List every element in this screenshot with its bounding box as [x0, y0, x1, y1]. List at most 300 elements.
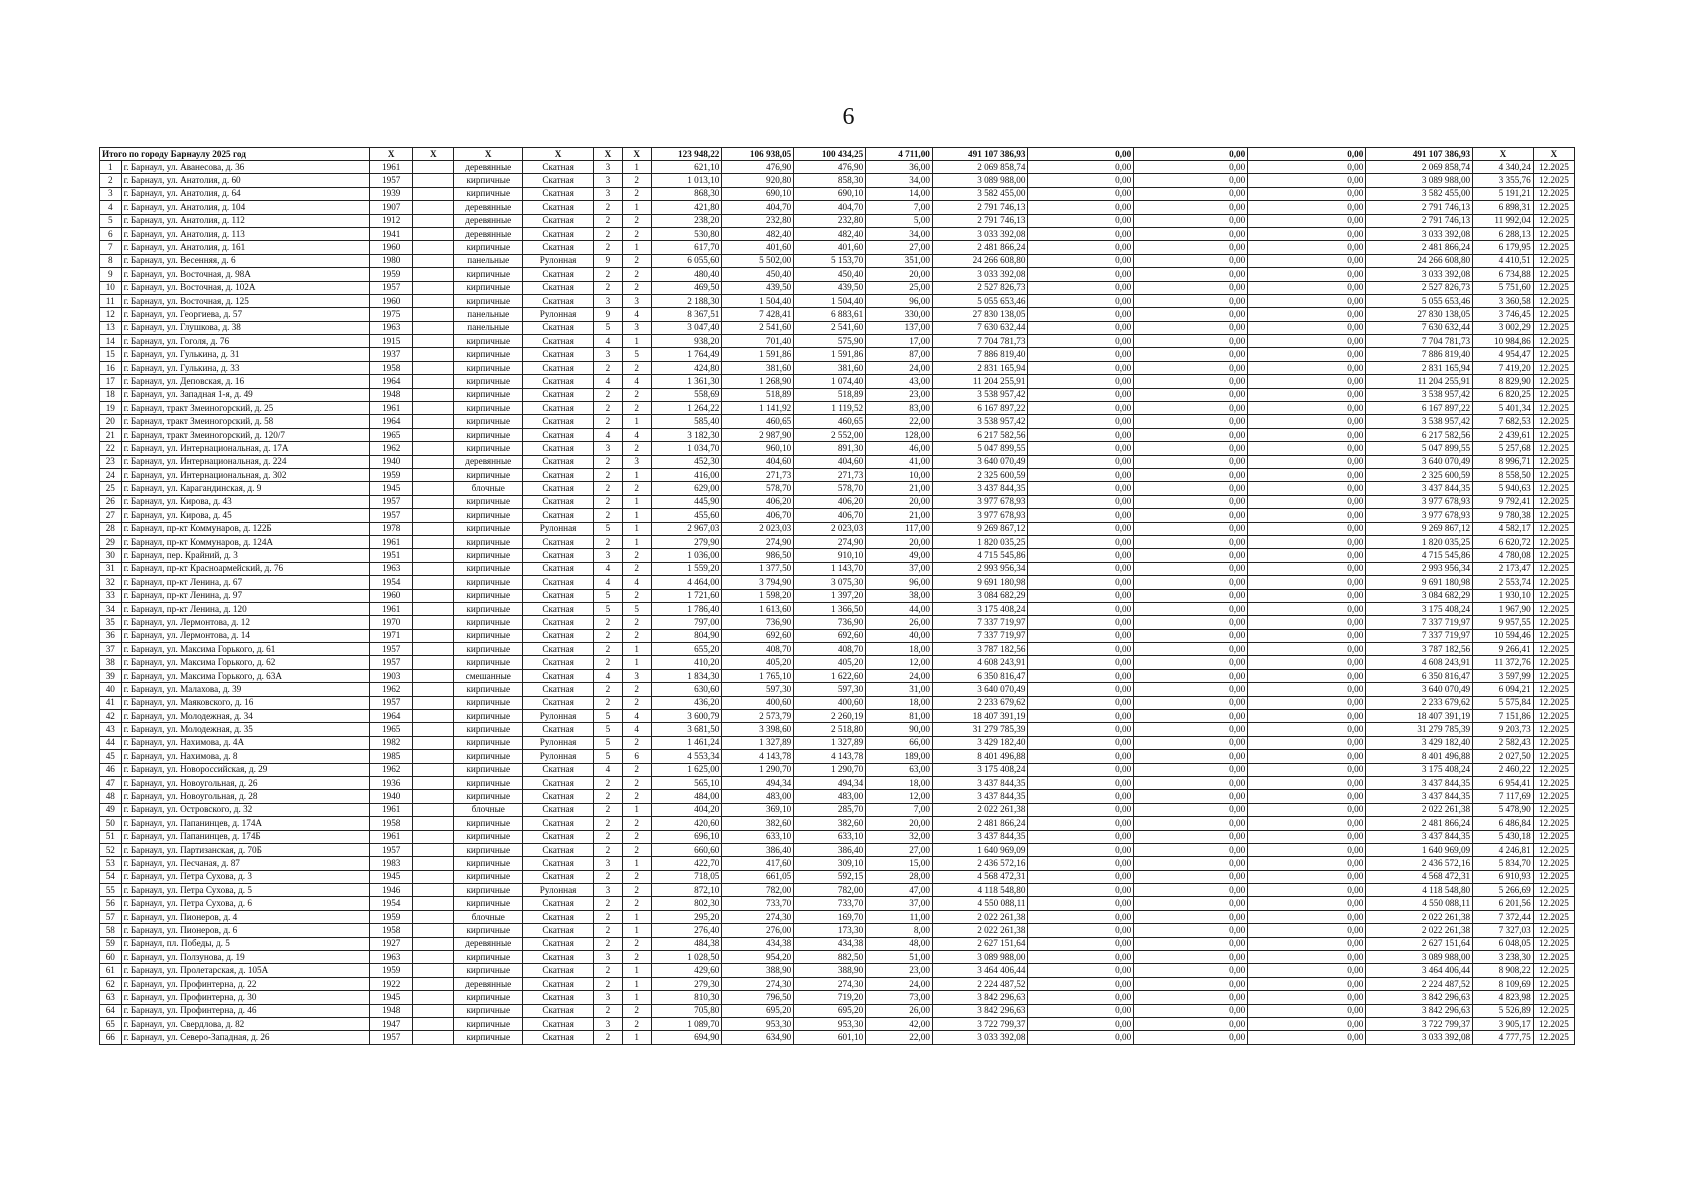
total-cost-cell: 3 787 182,56 [932, 643, 1028, 656]
living-area-cell: 2 023,03 [722, 522, 794, 535]
row-number-cell: 61 [100, 964, 122, 977]
residential-area-cell: 405,20 [794, 656, 866, 669]
unit-cost-cell: 9 780,38 [1473, 509, 1534, 522]
total-cell: 106 938,05 [722, 148, 794, 161]
year-built-cell: 1957 [370, 495, 413, 508]
floors-cell: 3 [594, 1018, 623, 1031]
floors-cell: 2 [594, 843, 623, 856]
floors-cell: 3 [594, 857, 623, 870]
total-cost-cell: 2 993 956,34 [932, 562, 1028, 575]
residents-cell: 44,00 [866, 602, 933, 615]
address-cell: г. Барнаул, ул. Папанинцев, д. 174А [121, 817, 370, 830]
entrances-cell: 4 [622, 375, 651, 388]
roof-type-cell: Скатная [523, 977, 594, 990]
owners-cost-cell: 4 568 472,31 [1366, 870, 1473, 883]
residential-area-cell: 274,90 [794, 535, 866, 548]
address-cell: г. Барнаул, ул. Партизанская, д. 70Б [121, 843, 370, 856]
total-area-cell: 1 264,22 [651, 402, 722, 415]
cost-fund-3-cell: 0,00 [1134, 803, 1248, 816]
address-cell: г. Барнаул, ул. Глушкова, д. 38 [121, 321, 370, 334]
residential-area-cell: 1 622,60 [794, 669, 866, 682]
unit-cost-cell: 7 327,03 [1473, 924, 1534, 937]
residential-area-cell: 1 290,70 [794, 763, 866, 776]
completion-date-cell: 12.2025 [1533, 442, 1574, 455]
blank-cell [413, 294, 454, 307]
row-number-cell: 1 [100, 161, 122, 174]
residents-cell: 87,00 [866, 348, 933, 361]
completion-date-cell: 12.2025 [1533, 803, 1574, 816]
total-cost-cell: 9 691 180,98 [932, 576, 1028, 589]
total-cost-cell: 1 820 035,25 [932, 535, 1028, 548]
total-cost-cell: 2 325 600,59 [932, 468, 1028, 481]
total-area-cell: 1 625,00 [651, 763, 722, 776]
total-area-cell: 621,10 [651, 161, 722, 174]
floors-cell: 3 [594, 549, 623, 562]
residents-cell: 22,00 [866, 1031, 933, 1044]
cost-fund-3-cell: 0,00 [1134, 710, 1248, 723]
row-number-cell: 53 [100, 857, 122, 870]
table-row [100, 1018, 1575, 1031]
completion-date-cell: 12.2025 [1533, 375, 1574, 388]
cost-fund-2-cell: 0,00 [1028, 161, 1134, 174]
address-cell: г. Барнаул, ул. Анатолия, д. 113 [121, 227, 370, 240]
completion-date-cell: 12.2025 [1533, 254, 1574, 267]
address-cell: г. Барнаул, пр-кт Коммунаров, д. 124А [121, 535, 370, 548]
blank-cell [413, 750, 454, 763]
table-row [100, 227, 1575, 240]
total-cost-cell: 4 715 545,86 [932, 549, 1028, 562]
floors-cell: 2 [594, 803, 623, 816]
table-row [100, 629, 1575, 642]
cost-fund-3-cell: 0,00 [1134, 562, 1248, 575]
roof-type-cell: Скатная [523, 696, 594, 709]
table-row [100, 964, 1575, 977]
table-row [100, 495, 1575, 508]
row-number-cell: 60 [100, 951, 122, 964]
cost-fund-4-cell: 0,00 [1248, 281, 1366, 294]
table-row [100, 281, 1575, 294]
residents-cell: 351,00 [866, 254, 933, 267]
table-row [100, 321, 1575, 334]
roof-type-cell: Скатная [523, 964, 594, 977]
blank-cell [413, 629, 454, 642]
entrances-cell: 2 [622, 830, 651, 843]
row-number-cell: 33 [100, 589, 122, 602]
total-cost-cell: 2 233 679,62 [932, 696, 1028, 709]
year-built-cell: 1963 [370, 562, 413, 575]
year-built-cell: 1957 [370, 1031, 413, 1044]
unit-cost-cell: 8 829,90 [1473, 375, 1534, 388]
floors-cell: 2 [594, 830, 623, 843]
table-row [100, 562, 1575, 575]
row-number-cell: 26 [100, 495, 122, 508]
unit-cost-cell: 5 478,90 [1473, 803, 1534, 816]
year-built-cell: 1940 [370, 455, 413, 468]
cost-fund-3-cell: 0,00 [1134, 361, 1248, 374]
row-number-cell: 31 [100, 562, 122, 575]
entrances-cell: 3 [622, 294, 651, 307]
residential-area-cell: 882,50 [794, 951, 866, 964]
cost-fund-4-cell: 0,00 [1248, 884, 1366, 897]
total-cell: X [454, 148, 523, 161]
residential-area-cell: 401,60 [794, 241, 866, 254]
row-number-cell: 46 [100, 763, 122, 776]
unit-cost-cell: 4 340,24 [1473, 161, 1534, 174]
roof-type-cell: Скатная [523, 1004, 594, 1017]
owners-cost-cell: 2 436 572,16 [1366, 857, 1473, 870]
year-built-cell: 1962 [370, 442, 413, 455]
total-cost-cell: 5 047 899,55 [932, 442, 1028, 455]
roof-type-cell: Скатная [523, 629, 594, 642]
wall-material-cell: деревянные [454, 937, 523, 950]
cost-fund-3-cell: 0,00 [1134, 937, 1248, 950]
wall-material-cell: кирпичные [454, 790, 523, 803]
row-number-cell: 10 [100, 281, 122, 294]
total-area-cell: 1 013,10 [651, 174, 722, 187]
cost-fund-4-cell: 0,00 [1248, 843, 1366, 856]
blank-cell [413, 803, 454, 816]
wall-material-cell: кирпичные [454, 442, 523, 455]
residential-area-cell: 173,30 [794, 924, 866, 937]
cost-fund-3-cell: 0,00 [1134, 656, 1248, 669]
cost-fund-3-cell: 0,00 [1134, 495, 1248, 508]
blank-cell [413, 442, 454, 455]
entrances-cell: 2 [622, 361, 651, 374]
table-row [100, 1004, 1575, 1017]
living-area-cell: 381,60 [722, 361, 794, 374]
blank-cell [413, 602, 454, 615]
cost-fund-3-cell: 0,00 [1134, 1031, 1248, 1044]
cost-fund-3-cell: 0,00 [1134, 576, 1248, 589]
cost-fund-2-cell: 0,00 [1028, 790, 1134, 803]
cost-fund-4-cell: 0,00 [1248, 468, 1366, 481]
cost-fund-3-cell: 0,00 [1134, 161, 1248, 174]
total-cost-cell: 7 704 781,73 [932, 335, 1028, 348]
residents-cell: 330,00 [866, 308, 933, 321]
residents-cell: 37,00 [866, 897, 933, 910]
total-area-cell: 696,10 [651, 830, 722, 843]
living-area-cell: 695,20 [722, 1004, 794, 1017]
total-area-cell: 4 553,34 [651, 750, 722, 763]
total-area-cell: 445,90 [651, 495, 722, 508]
wall-material-cell: кирпичные [454, 843, 523, 856]
residential-area-cell: 953,30 [794, 1018, 866, 1031]
entrances-cell: 1 [622, 910, 651, 923]
residents-cell: 63,00 [866, 763, 933, 776]
entrances-cell: 2 [622, 696, 651, 709]
completion-date-cell: 12.2025 [1533, 910, 1574, 923]
cost-fund-4-cell: 0,00 [1248, 656, 1366, 669]
total-cost-cell: 7 886 819,40 [932, 348, 1028, 361]
total-cost-cell: 18 407 391,19 [932, 710, 1028, 723]
row-number-cell: 56 [100, 897, 122, 910]
residents-cell: 23,00 [866, 388, 933, 401]
row-number-cell: 54 [100, 870, 122, 883]
residents-cell: 48,00 [866, 937, 933, 950]
owners-cost-cell: 5 047 899,55 [1366, 442, 1473, 455]
residential-area-cell: 494,34 [794, 776, 866, 789]
row-number-cell: 3 [100, 187, 122, 200]
completion-date-cell: 12.2025 [1533, 870, 1574, 883]
living-area-cell: 476,90 [722, 161, 794, 174]
cost-fund-4-cell: 0,00 [1248, 321, 1366, 334]
wall-material-cell: смешанные [454, 669, 523, 682]
blank-cell [413, 348, 454, 361]
cost-fund-3-cell: 0,00 [1134, 1004, 1248, 1017]
floors-cell: 4 [594, 669, 623, 682]
residential-area-cell: 518,89 [794, 388, 866, 401]
cost-fund-4-cell: 0,00 [1248, 629, 1366, 642]
residents-cell: 37,00 [866, 562, 933, 575]
wall-material-cell: кирпичные [454, 522, 523, 535]
floors-cell: 3 [594, 348, 623, 361]
total-cost-cell: 3 437 844,35 [932, 790, 1028, 803]
table-row [100, 402, 1575, 415]
wall-material-cell: деревянные [454, 227, 523, 240]
total-cost-cell: 31 279 785,39 [932, 723, 1028, 736]
year-built-cell: 1957 [370, 174, 413, 187]
cost-fund-4-cell: 0,00 [1248, 736, 1366, 749]
residents-cell: 20,00 [866, 495, 933, 508]
total-cost-cell: 2 627 151,64 [932, 937, 1028, 950]
cost-fund-4-cell: 0,00 [1248, 174, 1366, 187]
cost-fund-2-cell: 0,00 [1028, 951, 1134, 964]
roof-type-cell: Скатная [523, 576, 594, 589]
address-cell: г. Барнаул, ул. Новоугольная, д. 28 [121, 790, 370, 803]
residential-area-cell: 450,40 [794, 268, 866, 281]
living-area-cell: 578,70 [722, 482, 794, 495]
wall-material-cell: кирпичные [454, 736, 523, 749]
completion-date-cell: 12.2025 [1533, 656, 1574, 669]
completion-date-cell: 12.2025 [1533, 602, 1574, 615]
completion-date-cell: 12.2025 [1533, 1004, 1574, 1017]
cost-fund-3-cell: 0,00 [1134, 549, 1248, 562]
table-row [100, 428, 1575, 441]
cost-fund-2-cell: 0,00 [1028, 750, 1134, 763]
cost-fund-3-cell: 0,00 [1134, 977, 1248, 990]
row-number-cell: 29 [100, 535, 122, 548]
blank-cell [413, 1031, 454, 1044]
row-number-cell: 25 [100, 482, 122, 495]
table-row [100, 174, 1575, 187]
living-area-cell: 701,40 [722, 335, 794, 348]
entrances-cell: 1 [622, 803, 651, 816]
address-cell: г. Барнаул, ул. Восточная, д. 98А [121, 268, 370, 281]
owners-cost-cell: 3 722 799,37 [1366, 1018, 1473, 1031]
cost-fund-3-cell: 0,00 [1134, 1018, 1248, 1031]
year-built-cell: 1959 [370, 468, 413, 481]
entrances-cell: 5 [622, 602, 651, 615]
year-built-cell: 1978 [370, 522, 413, 535]
total-cell: 123 948,22 [651, 148, 722, 161]
owners-cost-cell: 18 407 391,19 [1366, 710, 1473, 723]
floors-cell: 2 [594, 897, 623, 910]
address-cell: г. Барнаул, ул. Новоугольная, д. 26 [121, 776, 370, 789]
floors-cell: 2 [594, 616, 623, 629]
entrances-cell: 2 [622, 214, 651, 227]
wall-material-cell: кирпичные [454, 817, 523, 830]
address-cell: г. Барнаул, ул. Лермонтова, д. 12 [121, 616, 370, 629]
cost-fund-3-cell: 0,00 [1134, 254, 1248, 267]
entrances-cell: 2 [622, 763, 651, 776]
residents-cell: 24,00 [866, 977, 933, 990]
cost-fund-2-cell: 0,00 [1028, 468, 1134, 481]
entrances-cell: 1 [622, 335, 651, 348]
year-built-cell: 1957 [370, 281, 413, 294]
residents-cell: 96,00 [866, 294, 933, 307]
total-area-cell: 484,38 [651, 937, 722, 950]
living-area-cell: 276,00 [722, 924, 794, 937]
unit-cost-cell: 2 027,50 [1473, 750, 1534, 763]
unit-cost-cell: 7 117,69 [1473, 790, 1534, 803]
completion-date-cell: 12.2025 [1533, 1018, 1574, 1031]
cost-fund-4-cell: 0,00 [1248, 442, 1366, 455]
completion-date-cell: 12.2025 [1533, 294, 1574, 307]
row-number-cell: 51 [100, 830, 122, 843]
residents-cell: 36,00 [866, 161, 933, 174]
row-number-cell: 65 [100, 1018, 122, 1031]
cost-fund-2-cell: 0,00 [1028, 643, 1134, 656]
address-cell: г. Барнаул, ул. Пионеров, д. 6 [121, 924, 370, 937]
blank-cell [413, 589, 454, 602]
roof-type-cell: Скатная [523, 482, 594, 495]
living-area-cell: 1 504,40 [722, 294, 794, 307]
total-cost-cell: 3 437 844,35 [932, 776, 1028, 789]
table-row [100, 482, 1575, 495]
row-number-cell: 22 [100, 442, 122, 455]
roof-type-cell: Скатная [523, 830, 594, 843]
cost-fund-3-cell: 0,00 [1134, 281, 1248, 294]
floors-cell: 3 [594, 884, 623, 897]
unit-cost-cell: 10 594,46 [1473, 629, 1534, 642]
cost-fund-4-cell: 0,00 [1248, 227, 1366, 240]
cost-fund-2-cell: 0,00 [1028, 910, 1134, 923]
total-cell: 491 107 386,93 [932, 148, 1028, 161]
cost-fund-3-cell: 0,00 [1134, 897, 1248, 910]
cost-fund-3-cell: 0,00 [1134, 348, 1248, 361]
blank-cell [413, 482, 454, 495]
cost-fund-2-cell: 0,00 [1028, 187, 1134, 200]
address-cell: г. Барнаул, ул. Пионеров, д. 4 [121, 910, 370, 923]
year-built-cell: 1971 [370, 629, 413, 642]
total-cell: X [1473, 148, 1534, 161]
wall-material-cell: деревянные [454, 214, 523, 227]
year-built-cell: 1945 [370, 870, 413, 883]
owners-cost-cell: 2 325 600,59 [1366, 468, 1473, 481]
living-area-cell: 1 598,20 [722, 589, 794, 602]
cost-fund-2-cell: 0,00 [1028, 321, 1134, 334]
total-area-cell: 1 028,50 [651, 951, 722, 964]
living-area-cell: 274,90 [722, 535, 794, 548]
unit-cost-cell: 4 582,17 [1473, 522, 1534, 535]
residential-area-cell: 400,60 [794, 696, 866, 709]
cost-fund-4-cell: 0,00 [1248, 910, 1366, 923]
wall-material-cell: кирпичные [454, 415, 523, 428]
address-cell: г. Барнаул, ул. Северо-Западная, д. 26 [121, 1031, 370, 1044]
living-area-cell: 692,60 [722, 629, 794, 642]
residents-cell: 38,00 [866, 589, 933, 602]
completion-date-cell: 12.2025 [1533, 964, 1574, 977]
owners-cost-cell: 2 224 487,52 [1366, 977, 1473, 990]
total-area-cell: 436,20 [651, 696, 722, 709]
cost-fund-3-cell: 0,00 [1134, 442, 1248, 455]
residents-cell: 18,00 [866, 776, 933, 789]
residents-cell: 49,00 [866, 549, 933, 562]
address-cell: г. Барнаул, ул. Нахимова, д. 4А [121, 736, 370, 749]
owners-cost-cell: 2 791 746,13 [1366, 214, 1473, 227]
completion-date-cell: 12.2025 [1533, 897, 1574, 910]
table-row [100, 937, 1575, 950]
year-built-cell: 1983 [370, 857, 413, 870]
owners-cost-cell: 3 977 678,93 [1366, 495, 1473, 508]
unit-cost-cell: 7 682,53 [1473, 415, 1534, 428]
entrances-cell: 2 [622, 951, 651, 964]
completion-date-cell: 12.2025 [1533, 924, 1574, 937]
entrances-cell: 2 [622, 402, 651, 415]
unit-cost-cell: 5 191,21 [1473, 187, 1534, 200]
residential-area-cell: 1 591,86 [794, 348, 866, 361]
cost-fund-4-cell: 0,00 [1248, 1004, 1366, 1017]
wall-material-cell: кирпичные [454, 549, 523, 562]
living-area-cell: 1 613,60 [722, 602, 794, 615]
total-area-cell: 421,80 [651, 201, 722, 214]
owners-cost-cell: 7 630 632,44 [1366, 321, 1473, 334]
cost-fund-3-cell: 0,00 [1134, 388, 1248, 401]
completion-date-cell: 12.2025 [1533, 535, 1574, 548]
wall-material-cell: кирпичные [454, 884, 523, 897]
wall-material-cell: кирпичные [454, 402, 523, 415]
cost-fund-4-cell: 0,00 [1248, 924, 1366, 937]
total-area-cell: 3 182,30 [651, 428, 722, 441]
owners-cost-cell: 3 033 392,08 [1366, 1031, 1473, 1044]
blank-cell [413, 696, 454, 709]
cost-fund-4-cell: 0,00 [1248, 402, 1366, 415]
residents-cell: 14,00 [866, 187, 933, 200]
residents-cell: 46,00 [866, 442, 933, 455]
year-built-cell: 1903 [370, 669, 413, 682]
cost-fund-4-cell: 0,00 [1248, 803, 1366, 816]
address-cell: г. Барнаул, ул. Гоголя, д. 76 [121, 335, 370, 348]
table-row [100, 857, 1575, 870]
wall-material-cell: кирпичные [454, 723, 523, 736]
total-cost-cell: 3 977 678,93 [932, 509, 1028, 522]
residential-area-cell: 404,60 [794, 455, 866, 468]
total-cost-cell: 3 033 392,08 [932, 268, 1028, 281]
cost-fund-4-cell: 0,00 [1248, 977, 1366, 990]
total-area-cell: 452,30 [651, 455, 722, 468]
completion-date-cell: 12.2025 [1533, 509, 1574, 522]
entrances-cell: 2 [622, 817, 651, 830]
owners-cost-cell: 6 217 582,56 [1366, 428, 1473, 441]
completion-date-cell: 12.2025 [1533, 669, 1574, 682]
wall-material-cell: кирпичные [454, 268, 523, 281]
cost-fund-2-cell: 0,00 [1028, 1031, 1134, 1044]
total-area-cell: 3 047,40 [651, 321, 722, 334]
cost-fund-4-cell: 0,00 [1248, 348, 1366, 361]
living-area-cell: 1 765,10 [722, 669, 794, 682]
cost-fund-3-cell: 0,00 [1134, 951, 1248, 964]
owners-cost-cell: 27 830 138,05 [1366, 308, 1473, 321]
completion-date-cell: 12.2025 [1533, 723, 1574, 736]
year-built-cell: 1945 [370, 482, 413, 495]
cost-fund-3-cell: 0,00 [1134, 268, 1248, 281]
residential-area-cell: 6 883,61 [794, 308, 866, 321]
completion-date-cell: 12.2025 [1533, 817, 1574, 830]
completion-date-cell: 12.2025 [1533, 428, 1574, 441]
entrances-cell: 1 [622, 991, 651, 1004]
living-area-cell: 3 794,90 [722, 576, 794, 589]
wall-material-cell: кирпичные [454, 897, 523, 910]
